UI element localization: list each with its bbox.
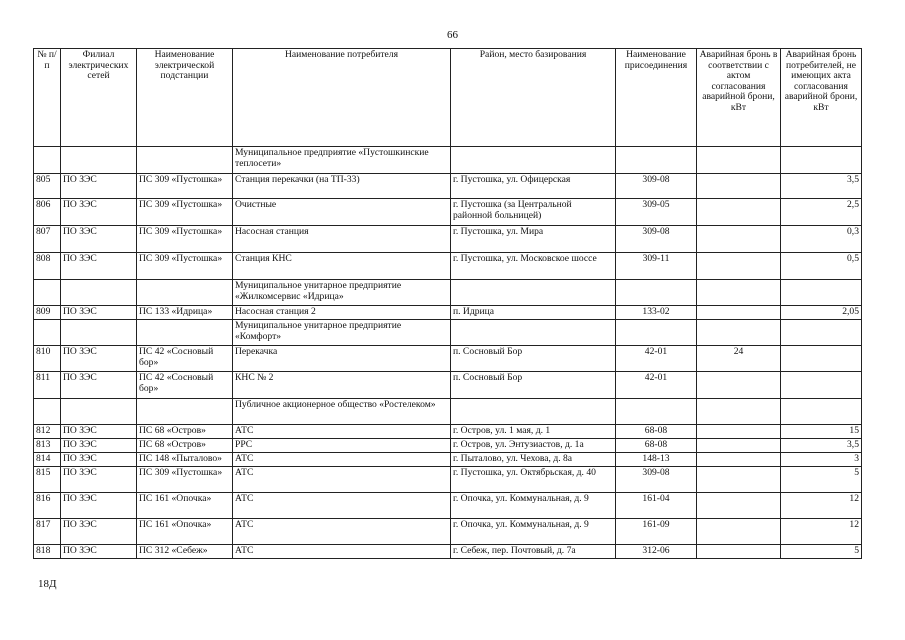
cell-consumer: АТС [233,467,451,493]
table-row [34,174,862,199]
cell-branch [61,280,137,306]
cell-branch [61,147,137,174]
cell-branch: ПО ЗЭС [61,519,137,545]
cell-reserve-without-act: 5 [781,467,862,493]
cell-reserve-with-act [697,320,781,346]
cell-location: г. Пустошка, ул. Октябрьская, д. 40 [451,467,616,493]
cell-reserve-with-act [697,253,781,280]
cell-substation: ПС 133 «Идрица» [137,306,233,320]
cell-consumer: Муниципальное унитарное предприятие «Комфорт» [233,320,451,346]
cell-branch [61,320,137,346]
cell-reserve-without-act: 5 [781,545,862,559]
cell-branch: ПО ЗЭС [61,467,137,493]
cell-branch: ПО ЗЭС [61,226,137,253]
cell-substation: ПС 161 «Опочка» [137,519,233,545]
cell-consumer: АТС [233,519,451,545]
cell-branch: ПО ЗЭС [61,346,137,372]
cell-consumer: Насосная станция [233,226,451,253]
table-row [34,320,862,346]
cell-row-number: 805 [34,174,61,199]
cell-consumer: АТС [233,453,451,467]
cell-substation: ПС 161 «Опочка» [137,493,233,519]
col-header-reserve-without-act: Аварийная бронь потребителей, не имеющих акта согласования аварийной брони, кВт [781,49,862,147]
cell-row-number: 813 [34,439,61,453]
col-header-substation: Наименование электрической подстанции [137,49,233,147]
cell-reserve-without-act: 15 [781,425,862,439]
cell-connection: 309-11 [616,253,697,280]
cell-connection [616,320,697,346]
cell-location: г. Себеж, пер. Почтовый, д. 7а [451,545,616,559]
cell-consumer: АТС [233,493,451,519]
cell-reserve-with-act [697,399,781,425]
cell-reserve-with-act [697,519,781,545]
cell-consumer: Станция КНС [233,253,451,280]
cell-connection: 309-08 [616,174,697,199]
cell-location [451,147,616,174]
cell-row-number: 817 [34,519,61,545]
cell-branch: ПО ЗЭС [61,439,137,453]
cell-location: г. Пыталово, ул. Чехова, д. 8а [451,453,616,467]
cell-row-number: 816 [34,493,61,519]
cell-consumer: Муниципальное унитарное предприятие «Жилкомсервис «Идрица» [233,280,451,306]
cell-branch: ПО ЗЭС [61,493,137,519]
cell-reserve-without-act [781,280,862,306]
table-row [34,493,862,519]
cell-reserve-without-act [781,147,862,174]
cell-reserve-without-act: 12 [781,493,862,519]
cell-reserve-with-act [697,425,781,439]
table-row [34,467,862,493]
table-header-row [34,49,862,147]
cell-substation: ПС 68 «Остров» [137,439,233,453]
page-number: 66 [447,29,458,41]
cell-reserve-without-act: 0,3 [781,226,862,253]
cell-reserve-with-act [697,453,781,467]
cell-branch: ПО ЗЭС [61,306,137,320]
cell-connection: 148-13 [616,453,697,467]
cell-reserve-with-act [697,493,781,519]
cell-location: г. Остров, ул. Энтузиастов, д. 1а [451,439,616,453]
table-row [34,519,862,545]
table-row [34,346,862,372]
cell-location: г. Пустошка (за Центральной районной больницей) [451,199,616,226]
cell-consumer: Публичное акционерное общество «Ростелеком» [233,399,451,425]
cell-row-number [34,147,61,174]
cell-connection [616,147,697,174]
table-row [34,439,862,453]
cell-row-number: 818 [34,545,61,559]
cell-location: г. Пустошка, ул. Мира [451,226,616,253]
cell-branch [61,399,137,425]
cell-reserve-without-act: 3,5 [781,439,862,453]
cell-reserve-with-act [697,174,781,199]
cell-reserve-without-act [781,320,862,346]
cell-connection: 68-08 [616,439,697,453]
cell-substation: ПС 309 «Пустошка» [137,226,233,253]
cell-substation: ПС 42 «Сосновый бор» [137,372,233,399]
cell-location: п. Сосновый Бор [451,372,616,399]
cell-reserve-with-act [697,199,781,226]
cell-row-number [34,280,61,306]
cell-location [451,280,616,306]
cell-substation [137,280,233,306]
cell-branch: ПО ЗЭС [61,425,137,439]
cell-consumer: АТС [233,545,451,559]
cell-reserve-without-act: 3 [781,453,862,467]
cell-connection: 309-08 [616,467,697,493]
cell-reserve-with-act [697,226,781,253]
cell-consumer: Насосная станция 2 [233,306,451,320]
cell-branch: ПО ЗЭС [61,545,137,559]
cell-location: г. Пустошка, ул. Офицерская [451,174,616,199]
cell-substation: ПС 42 «Сосновый бор» [137,346,233,372]
cell-reserve-with-act [697,147,781,174]
cell-reserve-without-act: 2,05 [781,306,862,320]
cell-reserve-with-act [697,372,781,399]
col-header-number: № п/п [34,49,61,147]
cell-reserve-with-act [697,306,781,320]
cell-row-number [34,399,61,425]
cell-connection [616,280,697,306]
cell-branch: ПО ЗЭС [61,174,137,199]
cell-substation: ПС 309 «Пустошка» [137,174,233,199]
cell-location: п. Сосновый Бор [451,346,616,372]
table-row [34,545,862,559]
table-row [34,226,862,253]
cell-substation [137,320,233,346]
table-row [34,199,862,226]
cell-connection: 161-04 [616,493,697,519]
cell-reserve-without-act [781,372,862,399]
cell-connection [616,399,697,425]
cell-connection: 312-06 [616,545,697,559]
table-row [34,425,862,439]
cell-substation: ПС 148 «Пыталово» [137,453,233,467]
cell-consumer: Очистные [233,199,451,226]
table-row [34,399,862,425]
cell-connection: 133-02 [616,306,697,320]
cell-branch: ПО ЗЭС [61,372,137,399]
cell-row-number: 810 [34,346,61,372]
cell-substation: ПС 309 «Пустошка» [137,467,233,493]
cell-row-number: 814 [34,453,61,467]
cell-consumer: КНС № 2 [233,372,451,399]
cell-row-number: 812 [34,425,61,439]
table-row [34,306,862,320]
col-header-reserve-with-act: Аварийная бронь в соответствии с актом согласования аварийной брони, кВт [697,49,781,147]
cell-substation: ПС 309 «Пустошка» [137,253,233,280]
col-header-connection: Наименование присоединения [616,49,697,147]
footer-code: 18Д [38,578,57,590]
cell-reserve-without-act: 2,5 [781,199,862,226]
cell-row-number: 808 [34,253,61,280]
cell-location: г. Остров, ул. 1 мая, д. 1 [451,425,616,439]
cell-row-number: 811 [34,372,61,399]
col-header-consumer: Наименование потребителя [233,49,451,147]
cell-connection: 161-09 [616,519,697,545]
cell-reserve-with-act [697,280,781,306]
cell-reserve-with-act: 24 [697,346,781,372]
cell-consumer: АТС [233,425,451,439]
cell-consumer: РРС [233,439,451,453]
cell-substation: ПС 312 «Себеж» [137,545,233,559]
cell-location: г. Опочка, ул. Коммунальная, д. 9 [451,493,616,519]
table-row [34,253,862,280]
cell-branch: ПО ЗЭС [61,253,137,280]
col-header-branch: Филиал электрических сетей [61,49,137,147]
cell-reserve-without-act: 0,5 [781,253,862,280]
cell-row-number: 815 [34,467,61,493]
cell-connection: 309-08 [616,226,697,253]
cell-reserve-without-act: 3,5 [781,174,862,199]
cell-connection: 42-01 [616,372,697,399]
cell-consumer: Станция перекачки (на ТП-33) [233,174,451,199]
cell-substation: ПС 68 «Остров» [137,425,233,439]
table-row [34,372,862,399]
cell-reserve-without-act [781,399,862,425]
table-row [34,453,862,467]
table-row [34,280,862,306]
cell-row-number: 806 [34,199,61,226]
table-row [34,147,862,174]
cell-location [451,399,616,425]
cell-connection: 309-05 [616,199,697,226]
cell-branch: ПО ЗЭС [61,199,137,226]
cell-consumer: Перекачка [233,346,451,372]
cell-location: п. Идрица [451,306,616,320]
cell-reserve-without-act [781,346,862,372]
cell-location [451,320,616,346]
cell-row-number: 807 [34,226,61,253]
cell-reserve-with-act [697,439,781,453]
cell-consumer: Муниципальное предприятие «Пустошкинские теплосети» [233,147,451,174]
emergency-reserve-table [33,48,862,559]
cell-reserve-with-act [697,467,781,493]
cell-reserve-with-act [697,545,781,559]
cell-location: г. Пустошка, ул. Московское шоссе [451,253,616,280]
cell-substation [137,147,233,174]
col-header-location: Район, место базирования [451,49,616,147]
cell-row-number [34,320,61,346]
cell-substation: ПС 309 «Пустошка» [137,199,233,226]
cell-connection: 68-08 [616,425,697,439]
cell-reserve-without-act: 12 [781,519,862,545]
cell-branch: ПО ЗЭС [61,453,137,467]
cell-substation [137,399,233,425]
cell-connection: 42-01 [616,346,697,372]
cell-row-number: 809 [34,306,61,320]
cell-location: г. Опочка, ул. Коммунальная, д. 9 [451,519,616,545]
